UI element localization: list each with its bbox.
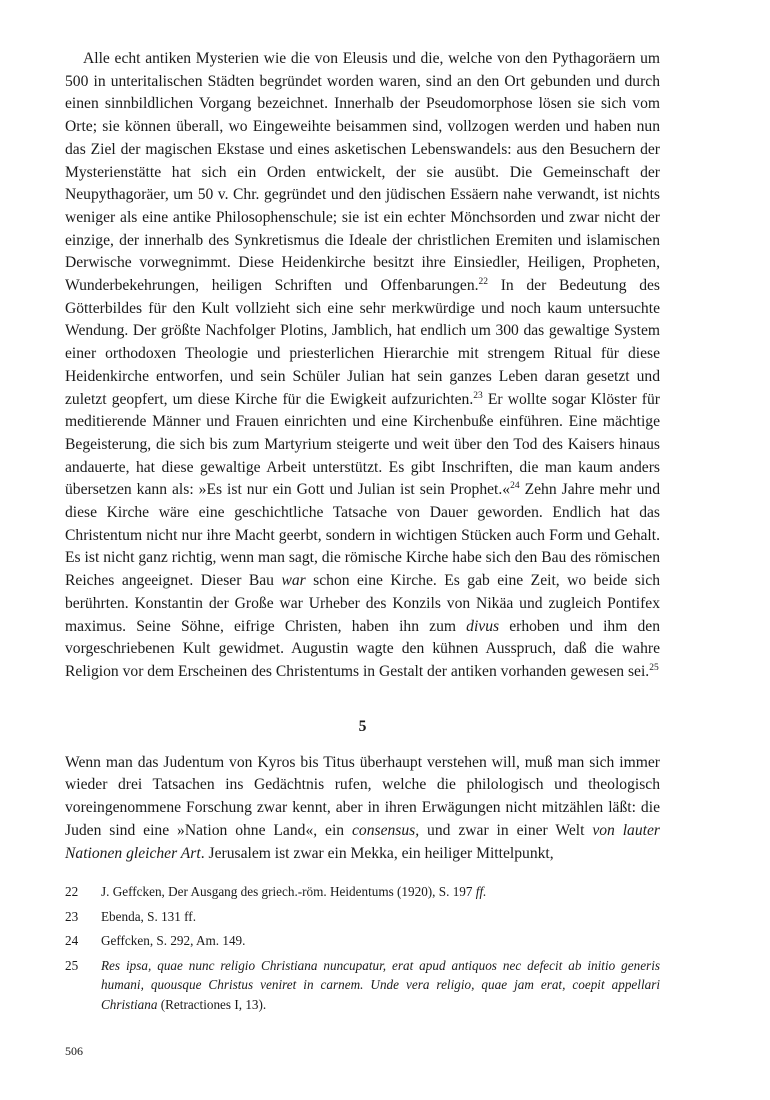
footnote (65, 931, 660, 951)
footnote-number: 24 (65, 933, 79, 949)
footnote-text: J. Geffcken, Der Ausgang des griech.-röm. Heidentums (1920), S. 197 ff. (101, 884, 487, 900)
page-content (65, 48, 660, 1019)
footnote-ref[interactable]: 24 (510, 481, 520, 492)
footnote-text: Res ipsa, quae nunc religio Christiana nuncupatur, erat apud antiquos nec defecit ab initio generis humani, quousque Christus veniret in carnem. Unde vera religio, quae jam erat, coepit appellari Christiana (Retractiones I, 13). (101, 957, 660, 1012)
footnote-text: Ebenda, S. 131 ff. (101, 908, 196, 924)
footnote (65, 882, 660, 902)
footnote-number: 22 (65, 884, 79, 900)
footnote (65, 907, 660, 927)
footnote-number: 23 (65, 908, 79, 924)
footnote-ref[interactable]: 25 (649, 662, 659, 673)
footnotes (65, 882, 660, 1014)
page-number: 506 (65, 1044, 83, 1058)
footnote-ref[interactable]: 22 (478, 276, 489, 287)
footnote-number: 25 (65, 957, 79, 973)
body-paragraph: Wenn man das Judentum von Kyros bis Titus überhaupt verstehen will, muß man sich immer wieder drei Tatsachen ins Gedächtnis rufen, welche die philologisch und theologisch voreingenommene Forschung zwar kennt, aber in ihren Erwägungen nicht mitzählen läßt: die Juden sind eine »Nation ohne Land«, ein consensus, und zwar in einer Welt von lauter Nationen gleicher Art. Jerusalem ist zwar ein Mekka, ein heiliger Mittelpunkt, (65, 753, 660, 862)
footnote (65, 956, 660, 1015)
body-paragraph: Alle echt antiken Mysterien wie die von Eleusis und die, welche von den Pythagoräern um 500 in unteritalischen Städten begründet worden waren, sind an den Ort gebunden und durch einen sinnbildlichen Vorgang bezeichnet. Innerhalb der Pseudomorphose lösen sie sich vom Orte; sie können überall, wo Eingeweihte beisammen sind, vollzogen werden und haben nun das Ziel der magischen Ekstase und eines asketischen Lebenswandels: aus den Besuchern der Mysterienstätte hat sich ein Orden entwickelt, der sie ausübt. Die Gemeinschaft der Neupythagoräer, um 50 v. Chr. gegründet und den jüdischen Essäern nahe verwandt, ist nichts weniger als eine antike Philosophenschule; sie ist ein echter Mönchsorden und zwar nicht der einzige, der innerhalb des Synkretismus die Ideale der christlichen Eremiten und islamischen Derwische vorwegnimmt. Diese Heidenkirche besitzt ihre Einsiedler, Heiligen, Propheten, Wunderbekehrungen, heiligen Schriften und Offenbarungen.$^{22}$ In der Bedeutung des Götterbildes für den Kult vollzieht sich eine sehr merkwürdige und noch kaum untersuchte Wendung. Der größte Nachfolger Plotins, Jamblich, hat endlich um 300 das gewaltige System einer orthodoxen Theologie und priesterlichen Hierarchie mit strengem Ritual für diese Heidenkirche entworfen, und sein Schüler Julian hat sein ganzes Leben daran gesetzt und zuletzt geopfert, um diese Kirche für die Ewigkeit aufzurichten.$^{23}$ Er wollte sogar Klöster für meditierende Männer und Frauen einrichten und eine Kirchenbuße einführen. Eine mächtige Begeisterung, die sich bis zum Martyrium steigerte und weit über den Tod des Kaisers hinaus andauerte, hat diese gewaltige Arbeit unterstützt. Es gibt Inschriften, die man kaum anders übersetzen kann als: »Es ist nur ein Gott und Julian ist sein Prophet.«$^{24}$ Zehn Jahre mehr und diese Kirche wäre eine geschichtliche Tatsache von Dauer geworden. Endlich hat das Christentum nicht nur ihre Macht geerbt, sondern in wichtigen Stücken auch Form und Gehalt. Es ist nicht ganz richtig, wenn man sagt, die römische Kirche habe sich den Bau des römischen Reiches angeeignet. Dieser Bau war schon eine Kirche. Es gab eine Zeit, wo beide sich berührten. Konstantin der Große war Urheber des Konzils von Nikäa und zugleich Pontifex maximus. Seine Söhne, eifrige Christen, haben ihn zum divus erhoben und ihm den vorgeschriebenen Kult gewidmet. Augustin wagte den kühnen Ausspruch, daß die wahre Religion vor dem Erscheinen des Christentums in Gestalt der antiken vorhanden gewesen sei.$^{25}$ (65, 50, 660, 680)
section-heading: 5 (358, 717, 367, 735)
footnote-text: Geffcken, S. 292, Am. 149. (101, 933, 246, 949)
footnote-ref[interactable]: 23 (473, 390, 483, 401)
